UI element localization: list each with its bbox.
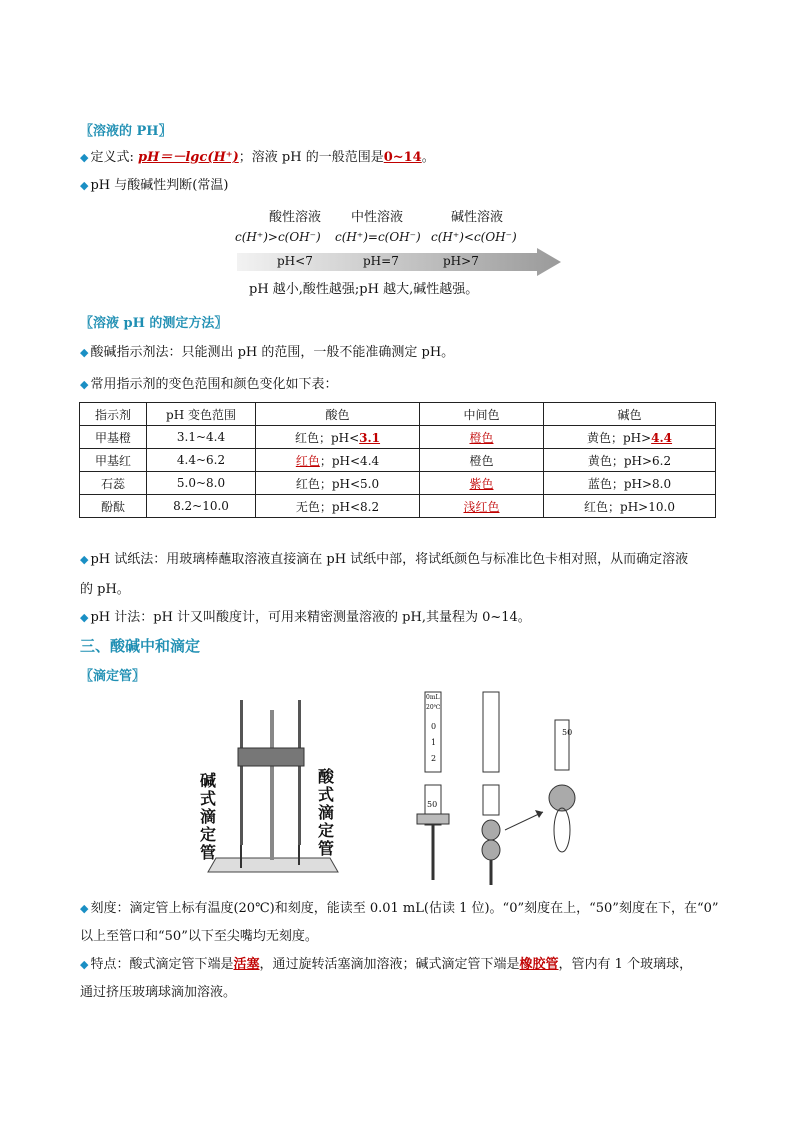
section-title-measure: 〖溶液 pH 的测定方法〗 — [80, 316, 228, 331]
table-intro: ◆ 常用指示剂的变色范围和颜色变化如下表： — [80, 377, 338, 392]
base-label: 碱性溶液 — [451, 210, 504, 225]
base-condition: c(H⁺)<c(OH⁻) — [431, 230, 517, 244]
table-row: 甲基橙 3.1~4.4 红色；pH<3.1 橙色 黄色；pH>4.4 — [80, 426, 716, 449]
acid-condition: c(H⁺)>c(OH⁻) — [235, 230, 321, 244]
ph-definition: ◆ 定义式: pH＝－lgc(H⁺)；溶液 pH 的一般范围是0~14。 — [80, 150, 435, 165]
ph-judge-line: ◆ pH 与酸碱性判断(常温) — [80, 178, 229, 193]
tube-top-label: 0mL — [426, 694, 440, 701]
ph-range: 0~14 — [383, 150, 422, 165]
table-row: 石蕊 5.0~8.0 红色；pH<5.0 紫色 蓝色；pH>8.0 — [80, 472, 716, 495]
diamond-icon: ◆ — [80, 378, 89, 391]
scale-line1: ◆ 刻度：滴定管上标有温度(20℃)和刻度，能读至 0.01 mL(估读 1 位)。“0”刻度在上，“50”刻度在下，在“0” — [80, 901, 719, 916]
ph-figure — [233, 204, 563, 300]
bar-base: pH>7 — [443, 254, 479, 268]
burette-subtitle: 〖滴定管〗 — [80, 669, 146, 684]
diamond-icon: ◆ — [80, 902, 89, 915]
diamond-icon: ◆ — [80, 553, 89, 566]
ph-caption: pH 越小,酸性越强;pH 越大,碱性越强。 — [249, 282, 479, 297]
neutral-condition: c(H⁺)=c(OH⁻) — [335, 230, 421, 244]
indicator-line: ◆ 酸碱指示剂法：只能测出 pH 的范围，一般不能准确测定 pH。 — [80, 345, 455, 360]
burette-stand-figure — [198, 690, 348, 885]
section-title-ph: 〖溶液的 PH〗 — [80, 124, 172, 139]
acid-label: 酸性溶液 — [269, 210, 322, 225]
burette-tubes-figure — [405, 690, 605, 890]
diamond-icon: ◆ — [80, 179, 89, 192]
table-row: 甲基红 4.4~6.2 红色；pH<4.4 橙色 黄色；pH>6.2 — [80, 449, 716, 472]
diamond-icon: ◆ — [80, 611, 89, 624]
acid-burette-label: 酸式滴定管 — [318, 767, 335, 858]
tick-0: 0 — [431, 722, 437, 731]
tick-50: 50 — [427, 800, 438, 809]
paper-method-line1: ◆ pH 试纸法：用玻璃棒蘸取溶液直接滴在 pH 试纸中部，将试纸颜色与标准比色卡相对照，从而确定溶液 — [80, 552, 689, 567]
diamond-icon: ◆ — [80, 346, 89, 359]
tubes-drawing — [405, 690, 605, 890]
table-row: 酚酞 8.2~10.0 无色；pH<8.2 浅红色 红色；pH>10.0 — [80, 495, 716, 518]
tick-50-right: 50 — [562, 728, 573, 737]
indicator-table — [79, 402, 716, 518]
section3-heading: 三、酸碱中和滴定 — [80, 637, 201, 655]
tube-temp: 20℃ — [426, 704, 441, 711]
tick-1: 1 — [431, 738, 437, 747]
table-header: 指示剂 pH 变色范围 酸色 中间色 碱色 — [80, 403, 716, 426]
feature-line2: 通过挤压玻璃球滴加溶液。 — [80, 985, 237, 1000]
ph-formula: pH＝－lgc(H⁺) — [138, 150, 239, 165]
feature-line1: ◆ 特点：酸式滴定管下端是活塞，通过旋转活塞滴加溶液；碱式滴定管下端是橡胶管，管内有 1 个玻璃球， — [80, 957, 693, 972]
ph-meter-line: ◆ pH 计法：pH 计又叫酸度计，可用来精密测量溶液的 pH,其量程为 0~14。 — [80, 610, 531, 625]
tick-2: 2 — [431, 754, 437, 763]
scale-line2: 以上至管口和“50”以下至尖嘴均无刻度。 — [80, 929, 318, 944]
neutral-label: 中性溶液 — [351, 210, 404, 225]
paper-method-line2: 的 pH。 — [80, 582, 130, 597]
diamond-icon: ◆ — [80, 958, 89, 971]
alkali-burette-label: 碱式滴定管 — [200, 771, 217, 862]
diamond-icon: ◆ — [80, 151, 89, 164]
bar-neutral: pH=7 — [363, 254, 399, 268]
bar-acid: pH<7 — [277, 254, 313, 268]
